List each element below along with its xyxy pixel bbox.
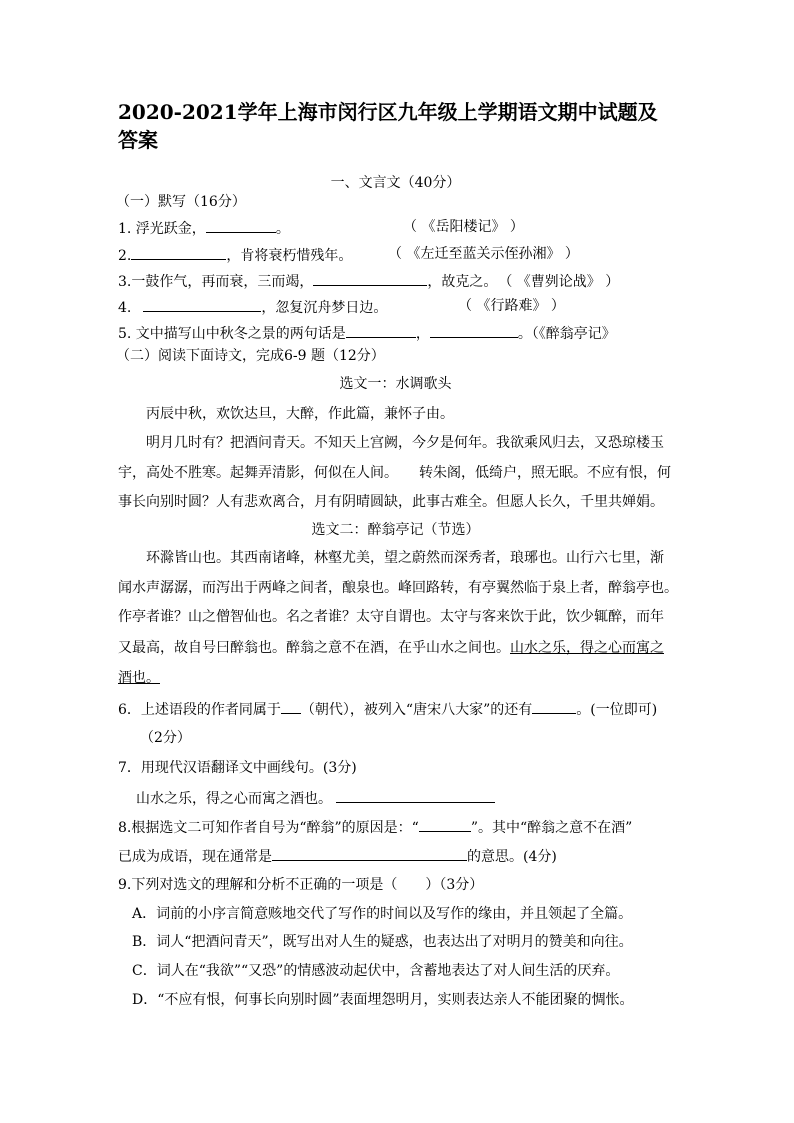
q1-text: 1. 浮光跃金， [118, 221, 206, 237]
answer-blank[interactable] [313, 271, 427, 286]
option-b: B．词人“把酒问青天”，既写出对人生的疑惑，也表达出了对明月的赞美和向往。 [132, 934, 633, 950]
q6-score: （2分） [140, 730, 191, 746]
q2-source: （ 《左迁至蓝关示侄孙湘》 ） [388, 246, 579, 262]
q7-sentence: 山水之乐，得之心而寓之酒也。 [136, 791, 332, 807]
answer-blank[interactable] [281, 699, 301, 714]
q5-text: 5. 文中描写山中秋冬之景的两句话是 [118, 326, 346, 342]
question-1 [118, 218, 524, 238]
q6-text-end: 。(一位即可) [576, 702, 658, 718]
answer-blank[interactable] [143, 297, 261, 312]
question-4 [118, 297, 565, 317]
text2-line: 环滁皆山也。其西南诸峰，林壑尤美，望之蔚然而深秀者，琅琊也。山行六七里，渐 [146, 550, 664, 566]
answer-blank[interactable] [430, 323, 518, 338]
text1-line: 明月几时有？把酒问青天。不知天上宫阙，今夕是何年。我欲乘风归去，又恐琼楼玉 [146, 435, 664, 451]
q4-text: 4. [118, 300, 132, 316]
q4-text-end: ，忽复沉舟梦日边。 [261, 300, 388, 316]
answer-blank[interactable] [532, 699, 576, 714]
text1-line: 宇，高处不胜寒。起舞弄清影，何似在人间。 转朱阁，低绮户，照无眠。不应有恨，何 [118, 465, 671, 481]
question-7: 7．用现代汉语翻译文中画线句。(3分) [118, 760, 357, 776]
answer-blank[interactable] [131, 245, 226, 260]
q3-text: 3.一鼓作气，再而衰，三而竭， [118, 274, 314, 290]
q2-text: 2. [118, 248, 132, 264]
document-title [118, 98, 688, 154]
part-heading-1: （一）默写（16分） [116, 194, 246, 210]
question-2 [118, 245, 579, 265]
q7-sentence-line [136, 788, 495, 808]
q6-text: 6．上述语段的作者同属于 [118, 702, 281, 718]
section-heading: 一、文言文（40分） [330, 175, 461, 191]
q8-text-end: 的意思。(4分) [467, 849, 557, 865]
q2-text-end: ，肯将衰朽惜残年。 [226, 248, 353, 264]
question-6 [118, 699, 657, 719]
option-a: A．词前的小序言简意赅地交代了写作的时间以及写作的缘由，并且领起了全篇。 [132, 906, 633, 922]
q5-source: 。（《醉翁亭记》 [517, 326, 616, 342]
q1-text-end: 。 [275, 221, 290, 237]
question-5 [118, 323, 616, 343]
text2-line [118, 639, 664, 657]
question-9: 9.下列对选文的理解和分析不正确的一项是（ ）（3分） [118, 877, 484, 893]
underlined-sentence: 山水之乐，得之心而寓之 [510, 640, 664, 656]
answer-blank[interactable] [419, 817, 471, 832]
title-line-2: 答案 [118, 128, 158, 152]
question-8 [118, 817, 632, 837]
option-d: D．“不应有恨，何事长向别时圆”表面埋怨明月，实则表达亲人不能团聚的惆怅。 [132, 992, 634, 1008]
q1-source: （ 《岳阳楼记》 ） [403, 219, 524, 235]
answer-blank[interactable] [336, 788, 495, 803]
answer-blank[interactable] [206, 218, 276, 233]
q8-text: 8.根据选文二可知作者自号为“醉翁”的原因是：“ [118, 820, 419, 836]
answer-blank[interactable] [272, 846, 467, 861]
part-heading-2: （二）阅读下面诗文，完成6-9 题（12分） [116, 348, 385, 364]
question-3 [118, 271, 619, 291]
title-line-1: 2020-2021学年上海市闵行区九年级上学期语文期中试题及 [118, 100, 658, 124]
question-8-cont [118, 846, 557, 866]
q4-source: （ 《行路难》 ） [458, 298, 565, 314]
q3-source: （ 《曹刿论战》 ） [505, 274, 620, 290]
text2-line-text: 又最高，故自号曰醉翁也。醉翁之意不在酒，在乎山水之间也。 [118, 640, 510, 656]
q8-text-mid: ”。其中“醉翁之意不在酒” [470, 820, 633, 836]
text2-line: 作亭者谁？山之僧智仙也。名之者谁？太守自谓也。太守与客来饮于此，饮少辄醉，而年 [118, 609, 664, 625]
q6-text-mid: （朝代），被列入“唐宋八大家”的还有 [300, 702, 533, 718]
answer-blank[interactable] [346, 323, 416, 338]
text2-line: 闻水声潺潺，而泻出于两峰之间者，酿泉也。峰回路转，有亭翼然临于泉上者，醉翁亭也。 [118, 580, 678, 596]
text1-line: 事长向别时圆？人有悲欢离合，月有阴晴圆缺，此事古难全。但愿人长久，千里共婵娟。 [118, 494, 664, 510]
text2-heading: 选文二：醉翁亭记（节选） [311, 522, 480, 538]
text1-line: 丙辰中秋，欢饮达旦，大醉，作此篇，兼怀子由。 [146, 406, 454, 422]
q8-text-cont: 已成为成语，现在通常是 [118, 849, 272, 865]
q5-comma: ， [415, 326, 430, 342]
option-c: C．词人在“我欲”“又恐”的情感波动起伏中，含蓄地表达了对人间生活的厌弃。 [132, 963, 620, 979]
text1-heading: 选文一：水调歌头 [339, 376, 452, 392]
underlined-sentence-end: 酒也。 [118, 670, 160, 686]
q3-text-end: ，故克之。 [427, 274, 498, 290]
